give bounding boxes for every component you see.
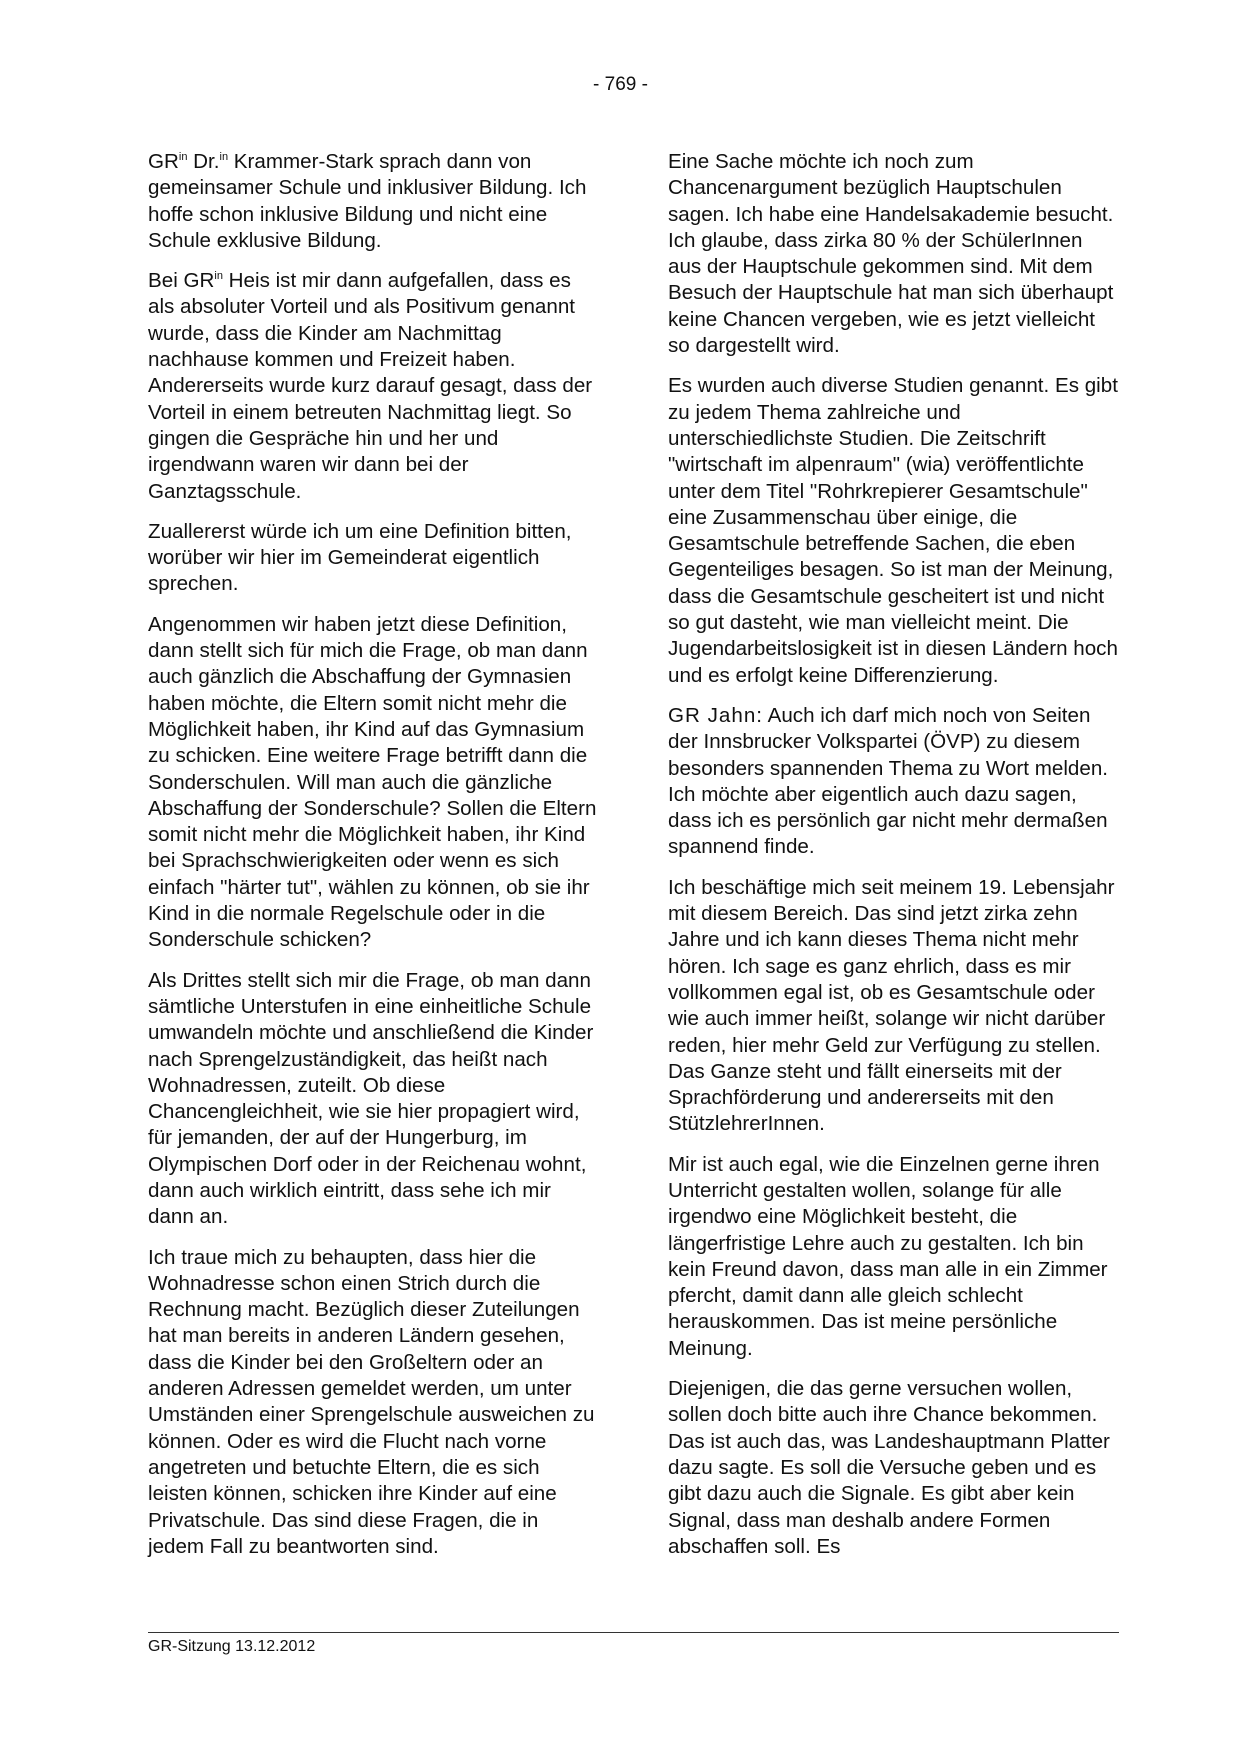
paragraph: Eine Sache möchte ich noch zum Chancenargument bezüglich Hauptschulen sagen. Ich habe eine Handelsakademie besucht. Ich glaube, dass zirka 80 % der SchülerInnen aus der Hauptschule gekommen sind. Mit dem Besuch der Hauptschule hat man sich überhaupt keine Chancen vergeben, wie es jetzt vielleicht so dargestellt wird.: [668, 150, 1114, 358]
left-column: [148, 149, 600, 1574]
superscript: in: [219, 151, 229, 163]
footer-divider: [148, 1632, 1119, 1633]
paragraph: [148, 149, 600, 254]
paragraph: [668, 703, 1120, 861]
speaker-title: GR: [148, 150, 179, 173]
page-number: - 769 -: [593, 74, 648, 95]
paragraph: Es wurden auch diverse Studien genannt. Es gibt zu jedem Thema zahlreiche und unterschiedlichste Studien. Die Zeitschrift "wirtschaft im alpenraum" (wia) veröffentlichte unter dem Titel "Rohrkrepierer Gesamtschule" eine Zusammenschau über einige, die Gesamtschule betreffende Sachen, die eben Gegenteiliges besagen. So ist man der Meinung, dass die Gesamtschule gescheitert ist und nicht so gut dasteht, wie man vielleicht meint. Die Jugendarbeitslosigkeit ist in diesen Ländern hoch und es erfolgt keine Differenzierung.: [668, 374, 1118, 687]
right-column: [668, 149, 1120, 1574]
paragraph: Diejenigen, die das gerne versuchen wollen, sollen doch bitte auch ihre Chance bekommen. Das ist auch das, was Landeshauptmann Platter dazu sagte. Es soll die Versuche geben und es gibt dazu auch die Signale. Es gibt aber kein Signal, dass man deshalb andere Formen abschaffen soll. Es: [668, 1377, 1110, 1558]
paragraph: Ich traue mich zu behaupten, dass hier die Wohnadresse schon einen Strich durch die Rechnung macht. Bezüglich dieser Zuteilungen hat man bereits in anderen Ländern gesehen, dass die Kinder bei den Großeltern oder an anderen Adressen gemeldet werden, um unter Umständen einer Sprengelschule ausweichen zu können. Oder es wird die Flucht nach vorne angetreten und betuchte Eltern, die es sich leisten können, schicken ihre Kinder auf eine Privatschule. Das sind diese Fragen, die in jedem Fall zu beantworten sind.: [148, 1245, 595, 1558]
superscript: in: [214, 270, 223, 283]
paragraph-text: Auch ich darf mich noch von Seiten der Innsbrucker Volkspartei (ÖVP) zu diesem besonders spannenden Thema zu Wort melden. Ich möchte aber eigentlich auch dazu sagen, dass ich es persönlich gar nicht mehr dermaßen spannend finde.: [668, 703, 1108, 859]
speaker-title: Dr.: [187, 150, 220, 173]
paragraph: [148, 268, 600, 505]
paragraph-text: Heis ist mir dann aufgefallen, dass es als absoluter Vorteil und als Positivum genannt wurde, dass die Kinder am Nachmittag nachhause kommen und Freizeit haben. Andererseits wurde kurz darauf gesagt, dass der Vorteil in einem betreuten Nachmittag liegt. So gingen die Gespräche hin und her und irgendwann waren wir dann bei der Ganztagsschule.: [148, 269, 593, 503]
superscript: in: [178, 151, 188, 163]
paragraph: Mir ist auch egal, wie die Einzelnen gerne ihren Unterricht gestalten wollen, solange für alle irgendwo eine Möglichkeit besteht, die längerfristige Lehre auch zu gestalten. Ich bin kein Freund davon, dass man alle in ein Zimmer pfercht, damit dann alle gleich schlecht herauskommen. Das ist meine persönliche Meinung.: [668, 1152, 1108, 1360]
paragraph: Angenommen wir haben jetzt diese Definition, dann stellt sich für mich die Frage, ob man dann auch gänzlich die Abschaffung der Gymnasien haben möchte, die Eltern somit nicht mehr die Möglichkeit haben, ihr Kind auf das Gymnasium zu schicken. Eine weitere Frage betrifft dann die Sonderschulen. Will man auch die gänzliche Abschaffung der Sonderschule? Sollen die Eltern somit nicht mehr die Möglichkeit haben, ihr Kind bei Sprachschwierigkeiten oder wenn es sich einfach "härter tut", wählen zu können, ob sie ihr Kind in die normale Regelschule oder in die Sonderschule schicken?: [148, 612, 597, 952]
paragraph-text: Krammer-Stark sprach dann von gemeinsamer Schule und inklusiver Bildung. Ich hoffe schon inklusive Bildung und nicht eine Schule exklusive Bildung.: [148, 150, 587, 252]
paragraph: Zuallererst würde ich um eine Definition bitten, worüber wir hier im Gemeinderat eigentlich sprechen.: [148, 519, 572, 596]
footer-session-date: GR-Sitzung 13.12.2012: [148, 1638, 316, 1655]
paragraph: Ich beschäftige mich seit meinem 19. Lebensjahr mit diesem Bereich. Das sind jetzt zirka zehn Jahre und ich kann dieses Thema nicht mehr hören. Ich sage es ganz ehrlich, dass es mir vollkommen egal ist, ob es Gesamtschule oder wie auch immer heißt, solange wir nicht darüber reden, hier mehr Geld zur Verfügung zu stellen. Das Ganze steht und fällt einerseits mit der Sprachförderung und andererseits mit den StützlehrerInnen.: [668, 875, 1115, 1136]
paragraph-text: Bei GR: [148, 269, 215, 293]
speaker-name: GR Jahn:: [668, 703, 763, 727]
paragraph: Als Drittes stellt sich mir die Frage, ob man dann sämtliche Unterstufen in eine einheitliche Schule umwandeln möchte und anschließend die Kinder nach Sprengelzuständigkeit, das heißt nach Wohnadressen, zuteilt. Ob diese Chancengleichheit, wie sie hier propagiert wird, für jemanden, der auf der Hungerburg, im Olympischen Dorf oder in der Reichenau wohnt, dann auch wirklich eintritt, dass sehe ich mir dann an.: [148, 968, 594, 1229]
